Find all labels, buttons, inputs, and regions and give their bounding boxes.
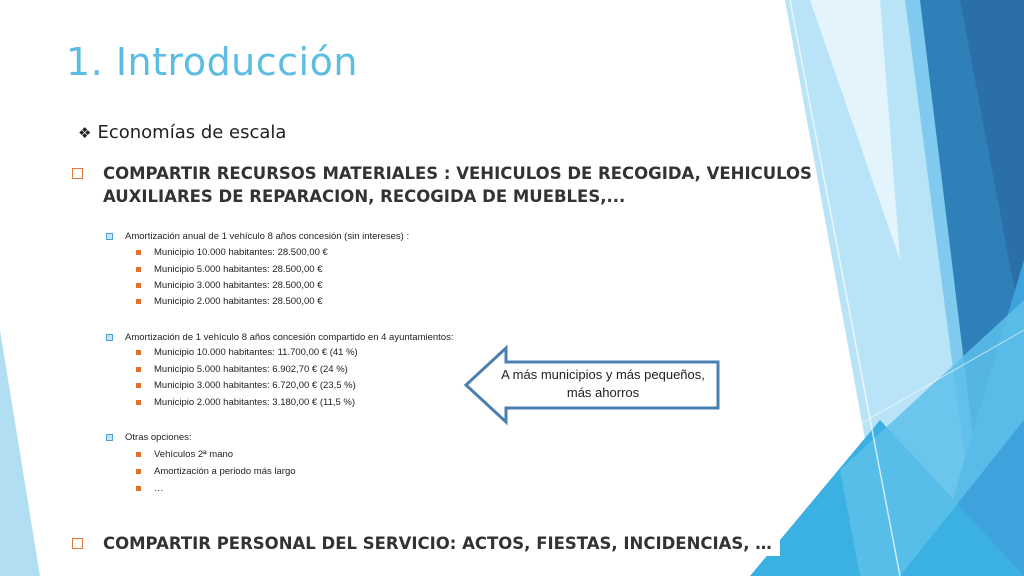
list-item [136, 296, 323, 307]
list-item-text: Municipio 2.000 habitantes: 28.500,00 € [154, 296, 323, 307]
section-title-line2: AUXILIARES DE REPARACION, RECOGIDA DE MUEBLES,... [103, 187, 626, 206]
list-item-text: Municipio 10.000 habitantes: 11.700,00 € (41 %) [154, 347, 358, 358]
diamond-bullet-icon: ❖ [78, 124, 92, 142]
list-item [136, 466, 296, 477]
square-bullet-icon [136, 400, 141, 405]
group-heading-text: Otras opciones: [125, 432, 192, 443]
callout-line1: A más municipios y más pequeños, [501, 367, 705, 382]
section-title-line1: COMPARTIR RECURSOS MATERIALES : VEHICULOS DE RECOGIDA, VEHICULOS [103, 164, 812, 183]
list-item [136, 483, 164, 494]
square-bullet-icon [136, 350, 141, 355]
square-bullet-icon [136, 486, 141, 491]
list-item [136, 397, 355, 408]
slide-title: 1. Introducción [66, 40, 358, 84]
section-personnel [72, 532, 772, 555]
list-item-text: … [154, 483, 164, 494]
square-bullet-icon [136, 367, 141, 372]
square-bullet-icon [106, 334, 113, 341]
callout-line2: más ahorros [566, 385, 640, 400]
group-heading-shared [106, 332, 453, 343]
list-item-text: Municipio 5.000 habitantes: 28.500,00 € [154, 264, 323, 275]
list-item [136, 280, 323, 291]
group-heading-text: Amortización de 1 vehículo 8 años concesión compartido en 4 ayuntamientos: [125, 332, 454, 343]
square-bullet-icon [136, 267, 141, 272]
subtitle [78, 122, 286, 143]
list-item-text: Municipio 5.000 habitantes: 6.902,70 € (24 %) [154, 364, 348, 375]
callout-text [478, 366, 728, 402]
square-bullet-icon [106, 233, 113, 240]
subtitle-text: Economías de escala [97, 122, 287, 143]
square-bullet-icon [136, 383, 141, 388]
square-bullet-icon [136, 250, 141, 255]
square-bullet-icon [106, 434, 113, 441]
square-bullet-icon [136, 299, 141, 304]
list-item-text: Municipio 10.000 habitantes: 28.500,00 € [154, 247, 328, 258]
square-bullet-icon [136, 469, 141, 474]
list-item-text: Municipio 3.000 habitantes: 6.720,00 € (23,5 %) [154, 380, 356, 391]
group-heading-annual [106, 231, 409, 242]
section-materials [72, 162, 812, 208]
list-item-text: Municipio 2.000 habitantes: 3.180,00 € (11,5 %) [154, 397, 356, 408]
list-item-text: Amortización a periodo más largo [154, 466, 296, 477]
list-item [136, 264, 323, 275]
list-item [136, 247, 328, 258]
section-title: COMPARTIR PERSONAL DEL SERVICIO: ACTOS, FIESTAS, INCIDENCIAS, … [103, 534, 772, 553]
square-bullet-icon [72, 168, 83, 179]
list-item-text: Vehículos 2ª mano [154, 449, 234, 460]
list-item [136, 364, 348, 375]
list-item [136, 380, 356, 391]
group-heading-text: Amortización anual de 1 vehículo 8 años concesión (sin intereses) : [125, 231, 410, 242]
list-item-text: Municipio 3.000 habitantes: 28.500,00 € [154, 280, 323, 291]
square-bullet-icon [72, 538, 83, 549]
list-item [136, 347, 358, 358]
square-bullet-icon [136, 283, 141, 288]
group-heading-other [106, 432, 192, 443]
square-bullet-icon [136, 452, 141, 457]
list-item [136, 449, 233, 460]
